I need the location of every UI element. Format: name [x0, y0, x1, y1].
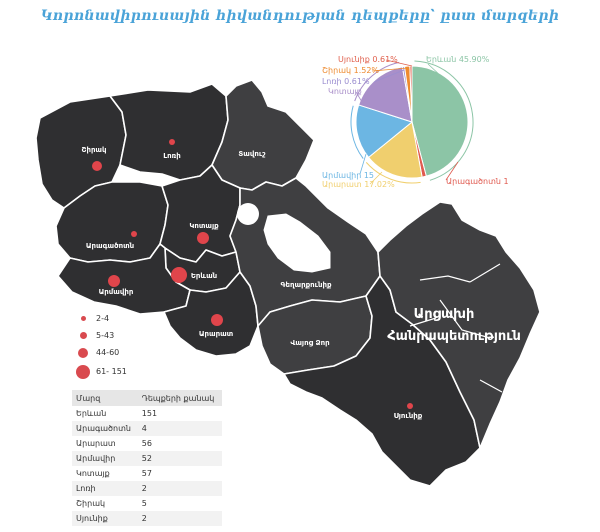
legend-dot-icon — [80, 332, 87, 339]
label-yerevan: Երևան — [190, 272, 218, 280]
cell-region: Կոտայք — [76, 469, 110, 478]
cell-cases: 4 — [138, 421, 222, 436]
marker-shirak[interactable] — [92, 161, 102, 171]
pie-label: Շիրակ 1.52% — [322, 66, 380, 75]
table-header-row — [72, 390, 222, 406]
pie-label: Արագածոտն 1 — [446, 177, 509, 186]
cases-table — [72, 390, 222, 526]
marker-armavir[interactable] — [108, 275, 120, 287]
marker-lori[interactable] — [169, 139, 175, 145]
legend-item — [70, 344, 127, 361]
label-tavush: Տավուշ — [238, 150, 266, 158]
legend-dot-icon — [76, 365, 90, 379]
marker-ararat[interactable] — [211, 314, 223, 326]
marker-aragatsotn[interactable] — [131, 231, 137, 237]
label-artsakh-line1: Արցախի — [413, 307, 475, 322]
label-ararat: Արարատ — [198, 330, 234, 338]
legend-dot-icon — [81, 316, 86, 321]
legend-label: 61- 151 — [96, 367, 127, 376]
region-tavush[interactable] — [212, 80, 314, 190]
pie-label: Լոռի 0.61% — [322, 77, 370, 86]
pie-label: Արարատ 17.02% — [322, 180, 395, 189]
legend-label: 5-43 — [96, 331, 115, 340]
pie-label: Արմավիր 15 — [322, 171, 374, 180]
label-lori: Լոռի — [163, 152, 181, 160]
table-row — [72, 451, 222, 466]
cell-cases: 57 — [141, 469, 152, 478]
table-row — [72, 496, 222, 511]
cell-region: Լոռի — [72, 481, 138, 496]
label-shirak: Շիրակ — [81, 146, 107, 154]
legend-label: 2-4 — [96, 314, 110, 323]
legend-label: 44-60 — [96, 348, 120, 357]
pie-label: Երևան 45.90% — [426, 55, 490, 64]
marker-syunik[interactable] — [407, 403, 413, 409]
table-row — [72, 406, 222, 421]
pie-label: Սյունիք 0.61% — [338, 55, 398, 64]
cases-pie-chart — [300, 44, 509, 194]
lake-sevan-north — [237, 203, 259, 225]
table-row — [72, 436, 222, 451]
cell-region: Արարատ — [76, 439, 116, 448]
table-header-cases: Դեպքերի քանակ — [138, 390, 222, 406]
legend-dot-icon — [78, 348, 88, 358]
marker-yerevan[interactable] — [171, 267, 187, 283]
label-armavir: Արմավիր — [98, 288, 134, 296]
label-aragatsotn: Արագածոտն — [85, 242, 135, 250]
table-row — [72, 421, 222, 436]
cell-region: Սյունիք — [72, 511, 138, 526]
table-row — [72, 481, 222, 496]
marker-kotayk[interactable] — [197, 232, 209, 244]
label-kotayk: Կոտայք — [189, 222, 219, 230]
legend-item — [70, 361, 127, 382]
cell-region: Երևան — [76, 409, 107, 418]
legend-item — [70, 310, 127, 327]
label-vayots-dzor: Վայոց Ձոր — [290, 339, 330, 347]
cell-region: Արագածոտն — [72, 421, 138, 436]
cell-cases: 2 — [138, 481, 222, 496]
cell-cases: 5 — [141, 499, 147, 508]
label-gegharkunik: Գեղարքունիք — [280, 281, 332, 289]
cell-cases: 52 — [138, 451, 222, 466]
cell-cases: 151 — [141, 409, 158, 418]
marker-size-legend — [70, 310, 127, 382]
cell-cases: 2 — [138, 511, 222, 526]
legend-item — [70, 327, 127, 344]
table-header-region: Մարզ — [72, 390, 138, 406]
cell-region: Շիրակ — [76, 499, 106, 508]
label-artsakh-line2: Հանրապետություն — [387, 329, 521, 344]
page-title: Կորոնավիրուսային հիվանդության դեպքերը՝ ըստ մարզերի — [40, 8, 560, 24]
table-row — [72, 511, 222, 526]
cell-cases: 56 — [141, 439, 152, 448]
label-syunik: Սյունիք — [393, 412, 423, 420]
table-row — [72, 466, 222, 481]
pie-label: Կոտայք — [328, 87, 362, 96]
cell-region: Արմավիր — [72, 451, 138, 466]
